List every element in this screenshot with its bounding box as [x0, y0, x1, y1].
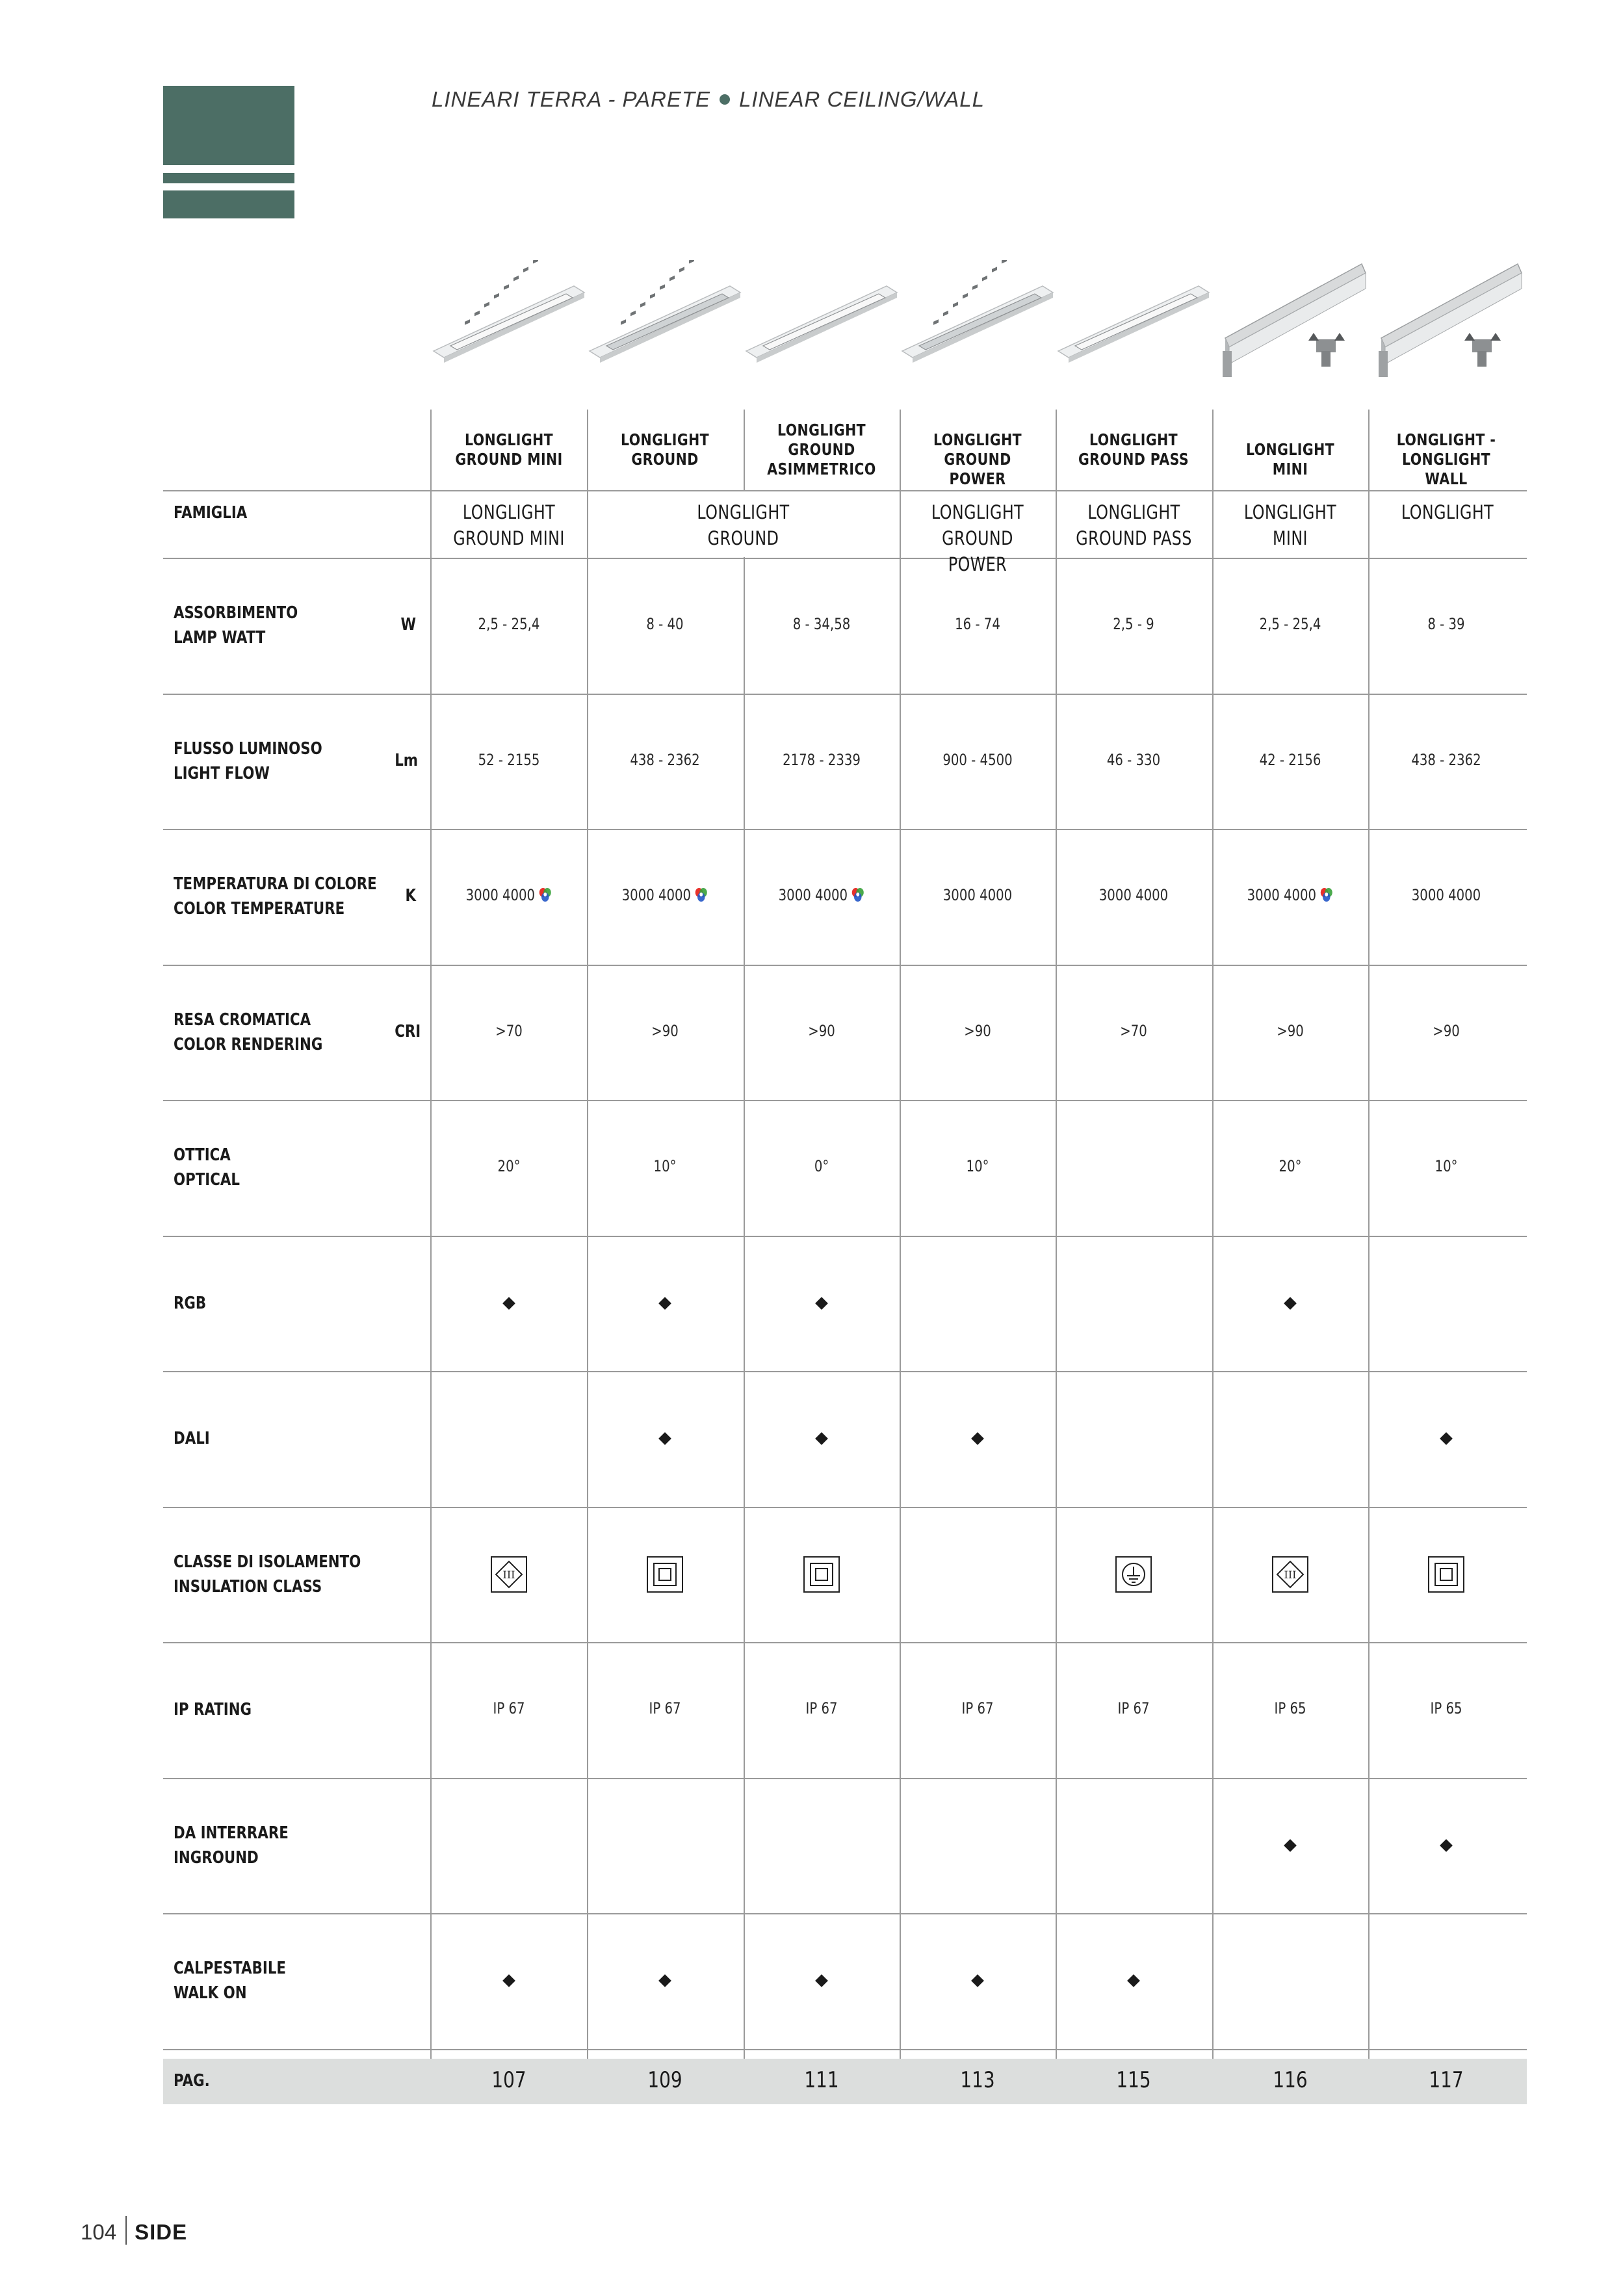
product-column-header — [758, 421, 886, 479]
product-image — [587, 260, 743, 384]
table-cell — [1070, 751, 1198, 769]
row-label-it: ASSORBIMENTO — [174, 603, 298, 623]
cell-value: 42 - 2156 — [1259, 750, 1321, 769]
table-row-divider — [163, 490, 1527, 491]
row-label — [174, 1143, 240, 1192]
table-cell — [1383, 1022, 1511, 1040]
table-cell — [445, 615, 573, 633]
famiglia-group — [615, 499, 871, 551]
famiglia-group — [445, 499, 573, 551]
cell-value: IP 67 — [649, 1699, 681, 1718]
famiglia-line: GROUND POWER — [942, 527, 1013, 575]
table-cell — [445, 751, 573, 769]
row-label-it: RESA CROMATICA — [174, 1010, 311, 1030]
product-image — [744, 260, 900, 384]
table-cell — [445, 886, 573, 904]
row-label — [174, 1956, 286, 2005]
table-column-divider — [430, 410, 432, 2059]
table-cell — [1227, 1022, 1355, 1040]
row-label — [174, 601, 298, 650]
product-column-header — [1383, 430, 1511, 489]
check-diamond-icon — [658, 1432, 671, 1445]
row-label-it: FLUSSO LUMINOSO — [174, 738, 322, 759]
table-cell — [445, 1157, 573, 1175]
product-name-line: GROUND — [788, 440, 855, 459]
table-cell — [914, 1157, 1042, 1175]
table-cell — [914, 751, 1042, 769]
class-i-earth-icon — [1115, 1556, 1152, 1593]
table-cell — [601, 615, 729, 633]
check-diamond-icon — [1127, 1974, 1140, 1987]
check-diamond-icon — [1284, 1297, 1297, 1310]
table-row-divider — [163, 1371, 1527, 1372]
famiglia-group — [1227, 499, 1355, 551]
product-name-line: LONGLIGHT - — [1396, 430, 1496, 449]
table-cell — [758, 1022, 886, 1040]
cell-value: 2,5 - 25,4 — [478, 615, 540, 634]
row-label-it: DALI — [174, 1429, 210, 1449]
row-label-en: COLOR RENDERING — [174, 1034, 323, 1054]
table-column-divider — [587, 410, 588, 2059]
table-cell — [1383, 886, 1511, 904]
row-label-en: COLOR TEMPERATURE — [174, 899, 345, 919]
table-row-divider — [163, 965, 1527, 966]
row-label-it: DA INTERRARE — [174, 1823, 289, 1843]
famiglia-line: GROUND PASS — [1076, 527, 1192, 549]
cell-value: IP 67 — [961, 1699, 994, 1718]
cell-value: 10° — [653, 1157, 677, 1176]
row-label-it: IP RATING — [174, 1700, 252, 1720]
page-reference[interactable]: 109 — [647, 2067, 682, 2093]
table-cell — [1383, 1699, 1511, 1717]
cell-value: 2,5 - 25,4 — [1259, 615, 1321, 634]
row-label-it: CALPESTABILE — [174, 1959, 287, 1979]
product-name-line: LONGLIGHT — [777, 421, 866, 439]
check-diamond-icon — [1440, 1839, 1453, 1852]
table-cell — [445, 1699, 573, 1717]
product-column-header — [1227, 440, 1355, 479]
product-name-line: LONGLIGHT — [1089, 430, 1178, 449]
product-column-header — [601, 430, 729, 469]
linear-profile-ground-icon — [900, 260, 1056, 384]
check-diamond-icon — [658, 1297, 671, 1310]
row-label-it: CLASSE DI ISOLAMENTO — [174, 1552, 361, 1572]
table-row-divider — [163, 1642, 1527, 1643]
row-label — [174, 1550, 361, 1599]
product-name-line: LONGLIGHT WALL — [1401, 450, 1491, 488]
cell-value: 3000 4000 — [621, 886, 692, 905]
table-cell — [914, 886, 1042, 904]
table-cell — [1227, 1157, 1355, 1175]
cell-value: 2,5 - 9 — [1113, 615, 1154, 634]
product-name-line: GROUND POWER — [944, 450, 1011, 488]
product-name-line: LONGLIGHT — [620, 430, 710, 449]
category-header — [432, 87, 985, 112]
linear-profile-ground-icon — [431, 260, 587, 384]
cell-value: IP 65 — [1274, 1699, 1306, 1718]
class-ii-icon — [647, 1556, 683, 1593]
footer-separator — [125, 2216, 127, 2245]
cell-value: 8 - 39 — [1427, 615, 1465, 634]
cell-value: 3000 4000 — [465, 886, 536, 905]
product-name-line: GROUND — [631, 450, 699, 469]
table-cell — [914, 1022, 1042, 1040]
check-diamond-icon — [815, 1974, 828, 1987]
svg-text:III: III — [502, 1568, 515, 1581]
cell-value: >90 — [651, 1021, 679, 1040]
famiglia-line: GROUND — [707, 527, 779, 549]
row-label-en: LAMP WATT — [174, 628, 266, 648]
cell-value: >90 — [808, 1021, 835, 1040]
linear-profile-ground-icon — [1056, 260, 1212, 384]
pag-label: PAG. — [174, 2071, 210, 2091]
cell-value: >90 — [1433, 1021, 1460, 1040]
cell-value: 10° — [966, 1157, 989, 1176]
page-reference[interactable]: 115 — [1116, 2067, 1151, 2093]
table-column-divider — [1056, 410, 1057, 2059]
row-unit: Lm — [395, 750, 419, 770]
category-it: LINEARI TERRA - PARETE — [432, 87, 711, 111]
table-cell — [1227, 886, 1355, 904]
table-cell — [1227, 615, 1355, 633]
check-diamond-icon — [1284, 1839, 1297, 1852]
famiglia-line: LONGLIGHT — [931, 501, 1024, 523]
table-cell — [758, 1157, 886, 1175]
table-cell — [1227, 751, 1355, 769]
row-label-en: OPTICAL — [174, 1170, 240, 1190]
rgb-color-icon — [1319, 887, 1333, 904]
product-image — [1056, 260, 1212, 384]
product-image — [1368, 260, 1524, 384]
table-column-divider — [1212, 410, 1214, 2059]
table-cell — [1070, 615, 1198, 633]
rgb-color-icon — [851, 887, 864, 904]
category-en: LINEAR CEILING/WALL — [739, 87, 985, 111]
table-column-divider — [1368, 410, 1370, 2059]
cell-value: 900 - 4500 — [942, 750, 1013, 769]
table-row-divider — [163, 1778, 1527, 1779]
cell-value: 8 - 34,58 — [792, 615, 851, 634]
table-row-divider — [163, 1236, 1527, 1237]
row-label-it: RGB — [174, 1293, 207, 1313]
table-cell — [601, 886, 729, 904]
check-diamond-icon — [658, 1974, 671, 1987]
table-cell — [601, 1157, 729, 1175]
cell-value: >90 — [964, 1021, 991, 1040]
table-cell — [758, 886, 886, 904]
page-reference[interactable]: 107 — [491, 2067, 526, 2093]
bullet-dot-icon — [720, 94, 730, 105]
table-cell — [914, 1699, 1042, 1717]
table-cell — [914, 615, 1042, 633]
cell-value: 3000 4000 — [1411, 886, 1481, 905]
product-name-line: LONGLIGHT — [464, 430, 554, 449]
table-cell — [1070, 886, 1198, 904]
page-number: 104 — [81, 2220, 117, 2244]
row-unit: K — [405, 886, 416, 906]
class-iii-icon — [1272, 1556, 1308, 1593]
famiglia-group — [1383, 499, 1513, 525]
cell-value: 20° — [1279, 1157, 1302, 1176]
table-cell — [1070, 1022, 1198, 1040]
product-image — [431, 260, 587, 384]
row-label — [174, 737, 322, 786]
cell-value: 52 - 2155 — [478, 750, 540, 769]
famiglia-line: LONGLIGHT MINI — [1243, 501, 1337, 549]
product-name-line: LONGLIGHT MINI — [1245, 440, 1335, 478]
row-label-it: OTTICA — [174, 1145, 231, 1166]
famiglia-group — [1070, 499, 1199, 551]
check-diamond-icon — [971, 1974, 984, 1987]
table-row-divider — [163, 558, 1527, 559]
product-column-header — [1070, 430, 1198, 469]
table-cell — [601, 1699, 729, 1717]
check-diamond-icon — [1440, 1432, 1453, 1445]
row-label — [174, 872, 377, 921]
linear-profile-ground-icon — [587, 260, 743, 384]
table-row-divider — [163, 1100, 1527, 1101]
table-column-divider — [744, 410, 745, 2059]
product-name-line: LONGLIGHT — [933, 430, 1022, 449]
cell-value: 10° — [1435, 1157, 1458, 1176]
row-label — [174, 1426, 210, 1451]
table-cell — [601, 751, 729, 769]
row-label-famiglia: FAMIGLIA — [174, 503, 248, 523]
row-label-en: INGROUND — [174, 1847, 259, 1868]
rgb-color-icon — [694, 887, 708, 904]
cell-value: 0° — [814, 1157, 829, 1176]
linear-profile-wall-icon — [1368, 260, 1524, 384]
page-footer — [81, 2216, 187, 2245]
class-ii-icon — [1428, 1556, 1464, 1593]
row-label — [174, 1008, 322, 1057]
linear-profile-ground-icon — [744, 260, 900, 384]
table-row-divider — [163, 694, 1527, 695]
cell-value: 3000 4000 — [942, 886, 1013, 905]
page-reference[interactable]: 117 — [1429, 2067, 1464, 2093]
cell-value: 8 - 40 — [646, 615, 684, 634]
row-unit: W — [400, 615, 416, 635]
check-diamond-icon — [815, 1432, 828, 1445]
cell-value: 16 - 74 — [955, 615, 1000, 634]
row-label-it: TEMPERATURA DI COLORE — [174, 874, 377, 894]
cell-value: IP 67 — [493, 1699, 525, 1718]
cell-value: 438 - 2362 — [1411, 750, 1481, 769]
cell-value: IP 67 — [1117, 1699, 1150, 1718]
table-column-divider — [900, 410, 901, 2059]
famiglia-line: LONGLIGHT — [462, 501, 556, 523]
section-name: SIDE — [135, 2220, 188, 2244]
cell-value: 3000 4000 — [1247, 886, 1317, 905]
row-label-en: WALK ON — [174, 1983, 247, 2003]
brand-mark-bar — [163, 173, 294, 183]
cell-value: 20° — [497, 1157, 521, 1176]
table-row-divider — [163, 1913, 1527, 1914]
product-image — [900, 260, 1056, 384]
row-label — [174, 1291, 206, 1316]
product-image — [1212, 260, 1368, 384]
row-label-en: LIGHT FLOW — [174, 763, 270, 783]
svg-text:III: III — [1284, 1568, 1297, 1581]
product-column-header — [445, 430, 573, 469]
class-ii-icon — [803, 1556, 840, 1593]
class-iii-icon — [491, 1556, 527, 1593]
row-label — [174, 1821, 289, 1870]
cell-value: 438 - 2362 — [630, 750, 700, 769]
table-cell — [758, 751, 886, 769]
check-diamond-icon — [502, 1974, 515, 1987]
product-column-header — [914, 430, 1042, 489]
check-diamond-icon — [502, 1297, 515, 1310]
cell-value: IP 67 — [805, 1699, 838, 1718]
product-name-line: GROUND PASS — [1078, 450, 1189, 469]
check-diamond-icon — [971, 1432, 984, 1445]
cell-value: >90 — [1277, 1021, 1304, 1040]
table-cell — [1383, 1157, 1511, 1175]
table-row-divider — [163, 829, 1527, 830]
table-cell — [445, 1022, 573, 1040]
row-label — [174, 1697, 252, 1722]
row-label-en: INSULATION CLASS — [174, 1576, 322, 1597]
famiglia-line: LONGLIGHT — [1401, 501, 1494, 523]
table-cell — [758, 615, 886, 633]
page-reference[interactable]: 111 — [804, 2067, 839, 2093]
brand-mark-bar — [163, 190, 294, 218]
famiglia-group — [914, 499, 1042, 577]
famiglia-line: GROUND MINI — [453, 527, 565, 549]
page-reference[interactable]: 116 — [1273, 2067, 1308, 2093]
linear-profile-wall-icon — [1212, 260, 1368, 384]
check-diamond-icon — [815, 1297, 828, 1310]
famiglia-line: LONGLIGHT — [1087, 501, 1180, 523]
cell-value: 3000 4000 — [778, 886, 848, 905]
product-name-line: ASIMMETRICO — [767, 460, 876, 478]
cell-value: 3000 4000 — [1098, 886, 1169, 905]
cell-value: >70 — [1120, 1021, 1147, 1040]
cell-value: 2178 - 2339 — [783, 750, 861, 769]
table-row-divider — [163, 2049, 1527, 2050]
famiglia-line: LONGLIGHT — [697, 501, 790, 523]
table-cell — [758, 1699, 886, 1717]
product-name-line: GROUND MINI — [455, 450, 563, 469]
table-cell — [601, 1022, 729, 1040]
row-unit: CRI — [395, 1021, 421, 1041]
cell-value: IP 65 — [1430, 1699, 1462, 1718]
table-cell — [1227, 1699, 1355, 1717]
table-row-divider — [163, 1507, 1527, 1508]
brand-mark-block — [163, 86, 294, 165]
cell-value: >70 — [495, 1021, 523, 1040]
table-cell — [1383, 615, 1511, 633]
page-reference[interactable]: 113 — [960, 2067, 995, 2093]
table-cell — [1070, 1699, 1198, 1717]
table-cell — [1383, 751, 1511, 769]
rgb-color-icon — [538, 887, 552, 904]
cell-value: 46 - 330 — [1106, 750, 1161, 769]
